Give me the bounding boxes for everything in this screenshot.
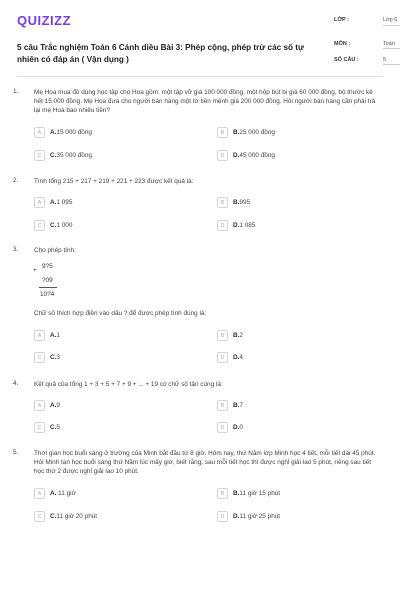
plus-sign: + (33, 267, 37, 274)
addend-top: 9?5 (42, 263, 53, 270)
option-letter-box: D (217, 220, 228, 231)
question-number: 1. (13, 88, 19, 95)
option-letter-box: C (34, 220, 45, 231)
option-letter-box: B (217, 330, 228, 341)
option-letter-box: D (217, 511, 228, 522)
header-divider (17, 76, 383, 77)
option-letter-box: D (217, 422, 228, 433)
question-number: 3. (13, 246, 19, 253)
question-text: Cho phép tính: (34, 247, 76, 254)
worksheet-page: QUIZIZZ 5 câu Trắc nghiệm Toán 6 Cánh diều Bài 3: Phép cộng, phép trừ các số tự nhiên có đáp án ( Vận dụng ) LỚP : Lớp 6 MÔN : Toán SỐ CÂU : 5 1. Mẹ Hoa mua đồ dùng học tập cho Hoa gồm: một tập vở giá 100 000 đồng, một hộp bút bi giá 60 000 đồng, bộ thước kẻ hết 15 000 đồng. Mẹ Hoa đưa cho người bán hàng một tờ tiền mệnh giá 200 000 đồng. Hỏi người bán hàng cần phải trả lại mẹ Hoa bao nhiêu tiền? A A.15 000 đồng B B.25 000 đồng C C.35 000 đồng D D.45 000 đồng 2. Tính tổng 215 + 217 + 219 + 221 + 223 được kết quả là: A A.1 095 B B.995 C C.1 000 D D.1 085 3. Cho phép tính: + 9?5 ?09 10?4 Chữ số thích hợp điền vào dấu ? để được phép tính đúng là: A A.1 B B.2 C C.3 D D.4 4. Kết quả của tổng 1 + 3 + 5 + 7 + 9 + ... + 19 có chữ số tận cùng là: A A.9 B B.7 C C.5 D D.0 5. Thời gian học buổi sáng ở trường của Minh bắt đầu từ 8 giờ. Hôm nay, thứ Năm lớp Minh học 4 tiết, mỗi tiết dài 45 phút. Hỏi Minh tan học buổi sáng thứ Năm lúc mấy giờ, biết rằng, sau mỗi tiết học thì được nghỉ giải lao 5 phút, riêng sau tiết học thứ 2 được nghỉ giải lao 10 phút. A A. 11 giờ B B.11 giờ 15 phút C C.11 giờ 20 phút D D.11 giờ 25 phút (0, 0, 400, 600)
sum-result: 10?4 (40, 291, 55, 298)
question-subtext: Chữ số thích hợp điền vào dấu ? để được phép tính đúng là: (34, 310, 207, 317)
option-letter-box: C (34, 150, 45, 161)
question-count-value: 5 (383, 57, 400, 65)
question-number: 5. (13, 449, 19, 456)
addend-bottom: ?09 (42, 277, 53, 284)
option-letter-box: B (217, 400, 228, 411)
question-text: Mẹ Hoa mua đồ dùng học tập cho Hoa gồm: một tập vở giá 100 000 đồng, một hộp bút bi giá 60 000 đồng, bộ thước kẻ hết 15 000 đồng. Mẹ Hoa đưa cho người bán hàng một tờ tiền mệnh giá 200 000 đồng. Hỏi người bán hàng cần phải trả lại mẹ Hoa bao nhiêu tiền? (34, 89, 376, 114)
option-letter-box: D (217, 150, 228, 161)
grade-value: Lớp 6 (383, 17, 400, 26)
worksheet-header (17, 12, 398, 74)
option-letter-box: A (34, 330, 45, 341)
subject-label: MÔN : (334, 41, 351, 47)
option-letter-box: B (217, 127, 228, 138)
quizizz-logo: QUIZIZZ (17, 13, 72, 28)
option-letter-box: A (34, 488, 45, 499)
worksheet-title: 5 câu Trắc nghiệm Toán 6 Cánh diều Bài 3: Phép cộng, phép trừ các số tự nhiên có đáp án ( Vận dụng ) (17, 43, 304, 64)
option-letter-box: A (34, 400, 45, 411)
addition-problem (33, 259, 93, 309)
option-letter-box: C (34, 352, 45, 363)
option-letter-box: A (34, 127, 45, 138)
option-letter-box: C (34, 511, 45, 522)
question-number: 2. (13, 177, 19, 184)
question-text: Kết quả của tổng 1 + 3 + 5 + 7 + 9 + ... + 19 có chữ số tận cùng là: (34, 381, 223, 388)
subject-value: Toán (383, 41, 400, 49)
question-count-label: SỐ CÂU : (334, 57, 359, 63)
option-letter-box: B (217, 488, 228, 499)
option-letter-box: B (217, 197, 228, 208)
question-text: Thời gian học buổi sáng ở trường của Minh bắt đầu từ 8 giờ. Hôm nay, thứ Năm lớp Minh học 4 tiết, mỗi tiết dài 45 phút. Hỏi Minh tan học buổi sáng thứ Năm lúc mấy giờ, biết rằng, sau mỗi tiết học thì được nghỉ giải lao 5 phút, riêng sau tiết học thứ 2 được nghỉ giải lao 10 phút. (34, 450, 376, 475)
question-text: Tính tổng 215 + 217 + 219 + 221 + 223 được kết quả là: (34, 178, 194, 185)
option-letter-box: C (34, 422, 45, 433)
sum-line (39, 287, 57, 288)
option-letter-box: A (34, 197, 45, 208)
grade-label: LỚP : (334, 17, 349, 23)
option-letter-box: D (217, 352, 228, 363)
question-number: 4. (13, 380, 19, 387)
